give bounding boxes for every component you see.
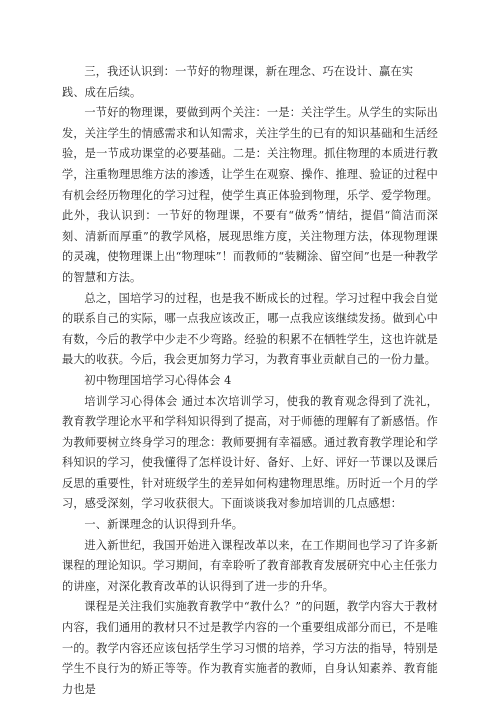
paragraph-point-three <box>62 62 438 103</box>
paragraph-new-century: 进入新世纪，我国开始进入课程改革以来，在工作期间也学习了许多新课程的理论知识。学习期间，有幸聆听了教育部教育发展研究中心主任张力的讲座，对深化教育改革的认识得到了进一步的升华。 <box>62 538 438 593</box>
paragraph-line: 践、成在后续。 <box>62 85 142 99</box>
paragraph-curriculum: 课程是关注我们实施教育教学中“教什么？”的问题，教学内容大于教材内容，我们通用的教材只不过是教学内容的一个重要组成部分而已，不是唯一的。教学内容还应该包括学生学习习惯的培养，学习方法的指导，特别是学生不良行为的矫正等等。作为教育实施者的教师，自身认知素养、教育能力也是 <box>62 600 438 696</box>
paragraph-training-experience: 培训学习心得体会 通过本次培训学习，使我的教育观念得到了洗礼，教育教学理论水平和学科知识得到了提高，对于师德的理解有了新感悟。作为教师要树立终身学习的理念：教师要拥有幸福感。通过教育教学理论和学科知识的学习，使我懂得了怎样设计好、备好、上好、评好一节课以及课后反思的重要性，针对班级学生的差异如何构建物理思维。历时近一个月的学习，感受深刻，学习收获很大。下面谈谈我对参加培训的几点感想： <box>62 394 438 511</box>
paragraph-good-physics-lesson: 一节好的物理课，要做到两个关注：一是：关注学生。从学生的实际出发，关注学生的情感需求和认知需求，关注学生的已有的知识基础和生活经验，是一节成功课堂的必要基础。二是：关注物理。抓住物理的本质进行教学，注重物理思维方法的渗透，让学生在观察、操作、推理、验证的过程中有机会经历物理化的学习过程，使学生真正体验到物理，乐学、爱学物理。此外，我认识到：一节好的物理课，不要有“做秀”情结，提倡“简洁而深刻、清新而厚重”的教学风格，展现思维方度，关注物理方法，体现物理课的灵魂，使物理课上出“物理味”！而教师的“装糊涂、留空间”也是一种教学的智慧和方法。 <box>62 106 438 284</box>
document-body <box>62 62 438 700</box>
paragraph-summary: 总之，国培学习的过程，也是我不断成长的过程。学习过程中我会自觉的联系自己的实际，哪一点我应该改正，哪一点我应该继续发扬。做到心中有数，今后的教学中少走不少弯路。经验的积累不在牺牲学生，这也许就是最大的收获。今后，我会更加努力学习，为教育事业贡献自己的一份力量。 <box>62 291 438 367</box>
section-heading: 初中物理国培学习心得体会 4 <box>84 373 232 387</box>
paragraph-line: 三，我还认识到：一节好的物理课，新在理念、巧在设计、赢在实 <box>84 65 414 78</box>
subheading-new-curriculum: 一、新课理念的认识得到升华。 <box>84 518 244 532</box>
